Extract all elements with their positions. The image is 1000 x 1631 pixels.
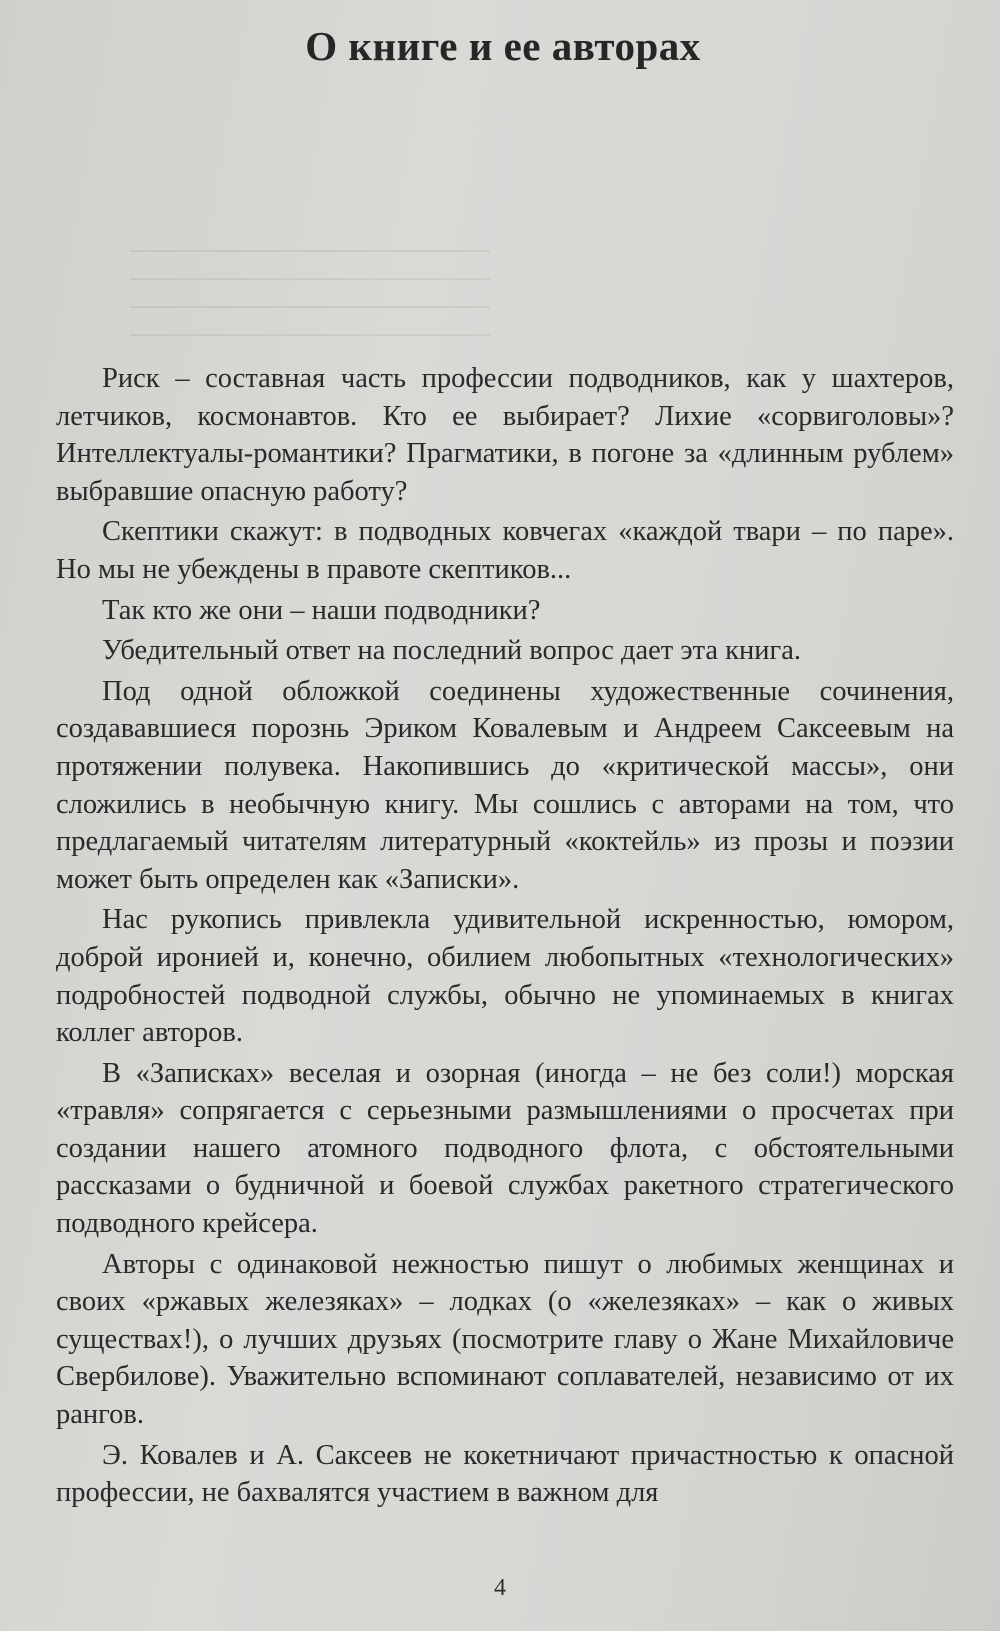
paragraph: Убедительный ответ на последний вопрос дает эта книга. — [102, 635, 802, 667]
paragraph: Нас рукопись привлекла удивительной искренностью, юмором, доброй иронией и, конечно, обилием любопытных «технологических» подробностей подводной службы, обычно не упоминаемых в книгах коллег авторов. — [56, 904, 954, 1049]
paragraph: Под одной обложкой соединены художественные сочинения, создававшиеся порознь Эриком Ковалевым и Андреем Саксеевым на протяжении полувека. Накопившись до «критической массы», они сложились в необычную книгу. Мы сошлись с авторами на том, что предлагаемый читателям литературный «коктейль» из прозы и поэзии может быть определен как «Записки». — [56, 675, 954, 895]
paragraph: Скептики скажут: в подводных ковчегах «каждой твари – по паре». Но мы не убеждены в правоте скептиков... — [56, 516, 954, 585]
page-number: 4 — [494, 1575, 506, 1601]
page-title: О книге и ее авторах — [305, 23, 701, 69]
paragraph: Риск – составная часть профессии подводников, как у шахтеров, летчиков, космонавтов. Кто ее выбирает? Лихие «сорвиголовы»? Интеллектуалы-романтики? Прагматики, в погоне за «длинным рублем» выбравшие опасную работу? — [56, 363, 954, 507]
paragraph: Авторы с одинаковой нежностью пишут о любимых женщинах и своих «ржавых железяках» – лодках (о «железяках» – как о живых существах!), о лучших друзьях (посмотрите главу о Жане Михайловиче Свербилове). Уважительно вспоминают соплавателей, независимо от их рангов. — [56, 1248, 954, 1431]
show-through-text — [130, 250, 490, 360]
paragraph: Э. Ковалев и А. Саксеев не кокетничают причастностью к опасной профессии, не бахвалятся участием в важном для — [56, 1439, 954, 1509]
body-text — [56, 360, 954, 1515]
paragraph: В «Записках» веселая и озорная (иногда – не без соли!) морская «травля» сопрягается с серьезными размышлениями о просчетах при создании нашего атомного подводного флота, с обстоятельными рассказами о будничной и боевой службах ракетного стратегического подводного крейсера. — [56, 1057, 954, 1240]
paragraph: Так кто же они – наши подводники? — [102, 594, 541, 626]
